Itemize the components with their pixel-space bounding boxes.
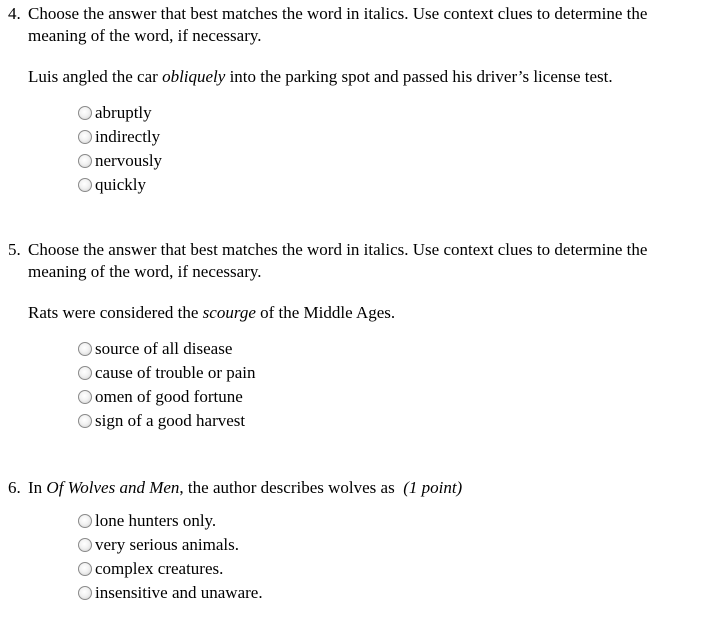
option-label: nervously <box>95 151 163 170</box>
prompt-line: meaning of the word, if necessary. <box>28 262 262 281</box>
option-label: cause of trouble or pain <box>95 363 256 382</box>
stem-text: Rats were considered the <box>28 303 203 322</box>
stem-italic-word: obliquely <box>162 67 226 86</box>
prompt-line: Choose the answer that best matches the word in italics. Use context clues to determine the <box>28 240 648 259</box>
answer-options <box>78 101 162 197</box>
radio-button[interactable] <box>78 130 92 144</box>
answer-options <box>78 509 263 605</box>
radio-button[interactable] <box>78 106 92 120</box>
answer-option[interactable] <box>78 533 263 557</box>
prompt-text: , the author describes wolves as <box>179 478 404 497</box>
option-label: complex creatures. <box>95 559 224 578</box>
prompt-italic-title: Of Wolves and Men <box>46 478 180 497</box>
option-label: very serious animals. <box>95 535 239 554</box>
answer-option[interactable] <box>78 149 162 173</box>
radio-button[interactable] <box>78 390 92 404</box>
prompt-line: Choose the answer that best matches the word in italics. Use context clues to determine the <box>28 4 648 23</box>
answer-option[interactable] <box>78 385 256 409</box>
points-label: (1 point) <box>403 478 463 497</box>
prompt-line: meaning of the word, if necessary. <box>28 26 262 45</box>
answer-option[interactable] <box>78 581 263 605</box>
radio-button[interactable] <box>78 342 92 356</box>
radio-button[interactable] <box>78 514 92 528</box>
option-label: insensitive and unaware. <box>95 583 263 602</box>
answer-options <box>78 337 256 433</box>
radio-button[interactable] <box>78 414 92 428</box>
question-number: 5. <box>8 240 21 259</box>
question-number: 4. <box>8 4 21 23</box>
answer-option[interactable] <box>78 361 256 385</box>
radio-button[interactable] <box>78 586 92 600</box>
answer-option[interactable] <box>78 125 162 149</box>
stem-text: into the parking spot and passed his driver’s license test. <box>225 67 613 86</box>
radio-button[interactable] <box>78 178 92 192</box>
question-stem <box>28 302 703 324</box>
radio-button[interactable] <box>78 366 92 380</box>
stem-italic-word: scourge <box>202 303 256 322</box>
radio-button[interactable] <box>78 154 92 168</box>
question-number: 6. <box>8 478 21 497</box>
question-prompt <box>28 3 703 47</box>
answer-option[interactable] <box>78 557 263 581</box>
option-label: sign of a good harvest <box>95 411 246 430</box>
question-prompt <box>28 239 703 283</box>
answer-option[interactable] <box>78 173 162 197</box>
radio-button[interactable] <box>78 538 92 552</box>
prompt-text: In <box>28 478 47 497</box>
question-prompt <box>28 477 703 499</box>
option-label: omen of good fortune <box>95 387 243 406</box>
answer-option[interactable] <box>78 409 256 433</box>
answer-option[interactable] <box>78 101 162 125</box>
question-stem <box>28 66 703 88</box>
answer-option[interactable] <box>78 509 263 533</box>
option-label: quickly <box>95 175 146 194</box>
radio-button[interactable] <box>78 562 92 576</box>
stem-text: Luis angled the car <box>28 67 163 86</box>
option-label: source of all disease <box>95 339 233 358</box>
option-label: indirectly <box>95 127 161 146</box>
option-label: lone hunters only. <box>95 511 217 530</box>
option-label: abruptly <box>95 103 152 122</box>
stem-text: of the Middle Ages. <box>255 303 396 322</box>
answer-option[interactable] <box>78 337 256 361</box>
